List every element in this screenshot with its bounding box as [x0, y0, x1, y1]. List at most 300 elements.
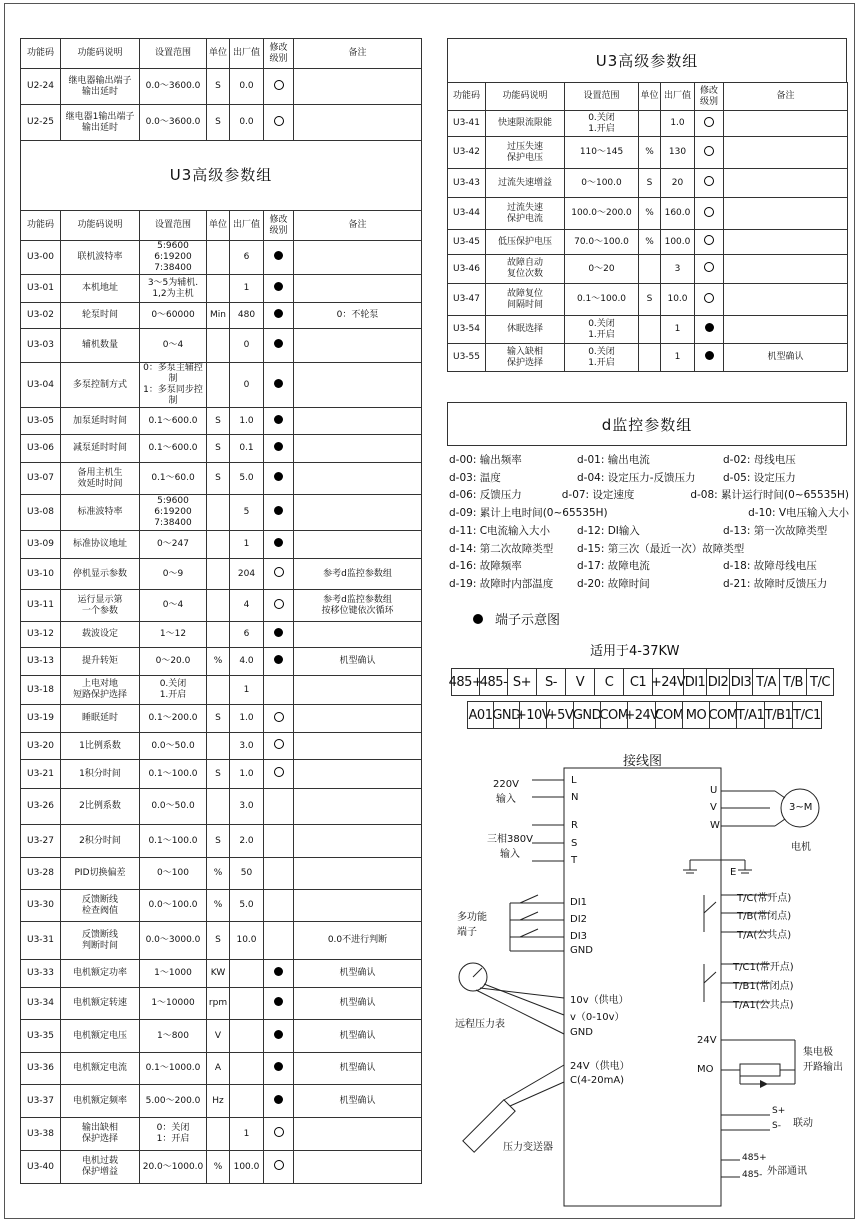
table-row — [21, 590, 422, 622]
cell-default: 1 — [230, 676, 264, 705]
cell-range: 0～4 — [140, 590, 207, 622]
cell-level — [264, 960, 294, 988]
cell-level — [264, 922, 294, 960]
cell-note — [294, 531, 422, 559]
open-circle-icon — [274, 739, 284, 749]
table-row — [448, 284, 848, 316]
table-row — [21, 922, 422, 960]
header-code: 功能码 — [21, 211, 61, 241]
table-row — [448, 316, 848, 344]
cell-level — [264, 858, 294, 890]
filled-dot-icon — [705, 351, 714, 360]
open-circle-icon — [704, 207, 714, 217]
cell-range: 0.1～100.0 — [140, 825, 207, 858]
cell-desc: 电机额定功率 — [61, 960, 140, 988]
cell-desc: 反馈断线 判断时间 — [61, 922, 140, 960]
drive-box — [564, 768, 721, 1206]
cell-level — [264, 69, 294, 105]
open-circle-icon — [274, 1160, 284, 1170]
filled-dot-icon — [274, 379, 283, 388]
cell-note — [724, 284, 848, 316]
monitor-item: d-03: 温度 — [449, 471, 501, 484]
cell-level — [695, 284, 724, 316]
label-ta: T/A(公共点) — [737, 930, 792, 941]
cell-unit — [207, 495, 230, 531]
cell-range: 0～20 — [565, 255, 639, 284]
cell-code: U3-42 — [448, 137, 486, 169]
header-default: 出厂值 — [230, 39, 264, 69]
terminal-cell: GND — [573, 701, 601, 729]
filled-dot-icon — [274, 442, 283, 451]
cell-code: U3-09 — [21, 531, 61, 559]
cell-unit — [207, 329, 230, 363]
table-row — [21, 559, 422, 590]
cell-unit: S — [207, 435, 230, 463]
open-circle-icon — [704, 262, 714, 272]
cell-level — [264, 303, 294, 329]
cell-range: 0.关闭 1.开启 — [565, 111, 639, 137]
cell-note — [724, 169, 848, 198]
label-s: S — [571, 838, 578, 849]
label-220v: 220V 输入 — [493, 779, 519, 805]
cell-level — [264, 1053, 294, 1085]
cell-unit — [207, 789, 230, 825]
table-header-row — [21, 211, 422, 241]
table-row — [21, 858, 422, 890]
cell-desc: 多泵控制方式 — [61, 363, 140, 408]
label-link: 联动 — [793, 1118, 813, 1129]
monitor-row — [449, 558, 849, 576]
cell-level — [264, 329, 294, 363]
cell-unit: S — [207, 105, 230, 141]
cell-unit — [207, 590, 230, 622]
table-row — [21, 960, 422, 988]
monitor-row — [449, 523, 849, 541]
filled-dot-icon — [274, 1062, 283, 1071]
cell-unit — [639, 111, 661, 137]
cell-default: 160.0 — [661, 198, 695, 230]
cell-code: U3-00 — [21, 241, 61, 275]
label-tb1: T/B1(常闭点) — [733, 981, 794, 992]
header-desc: 功能码说明 — [61, 211, 140, 241]
cell-note — [294, 105, 422, 141]
cell-unit: rpm — [207, 988, 230, 1020]
cell-note — [294, 1118, 422, 1151]
monitor-row — [449, 576, 849, 594]
open-circle-icon — [704, 146, 714, 156]
cell-level — [695, 344, 724, 372]
cell-unit: A — [207, 1053, 230, 1085]
cell-level — [264, 531, 294, 559]
cell-unit: % — [207, 648, 230, 676]
monitor-item: d-12: DI输入 — [577, 524, 640, 537]
cell-note: 机型确认 — [724, 344, 848, 372]
u3-right-title-box — [447, 38, 847, 83]
cell-default: 100.0 — [230, 1151, 264, 1184]
cell-range: 0.1～600.0 — [140, 408, 207, 435]
open-circle-icon — [274, 599, 284, 609]
terminal-cell: 485+ — [451, 668, 480, 696]
cell-code: U3-26 — [21, 789, 61, 825]
table-row — [448, 344, 848, 372]
header-range: 设置范围 — [140, 39, 207, 69]
table-row — [21, 531, 422, 559]
table-row — [21, 408, 422, 435]
cell-note — [294, 495, 422, 531]
table-row — [448, 230, 848, 255]
open-circle-icon — [704, 176, 714, 186]
cell-code: U3-40 — [21, 1151, 61, 1184]
left-parameter-table — [20, 38, 422, 1184]
terminal-title: 端子示意图 — [495, 613, 561, 628]
cell-default: 1.0 — [230, 705, 264, 733]
label-s-plus: S+ — [772, 1106, 786, 1116]
terminal-cell: V — [565, 668, 595, 696]
cell-note — [294, 275, 422, 303]
table-row — [21, 705, 422, 733]
cell-desc: 上电对地 短路保护选择 — [61, 676, 140, 705]
cell-default: 1.0 — [230, 408, 264, 435]
cell-desc: 电机额定频率 — [61, 1085, 140, 1118]
filled-dot-icon — [274, 1030, 283, 1039]
cell-unit: S — [639, 284, 661, 316]
cell-unit — [639, 316, 661, 344]
monitor-item: d-15: 第三次（最近一次）故障类型 — [577, 542, 745, 555]
cell-unit: S — [207, 69, 230, 105]
cell-note — [294, 241, 422, 275]
cell-desc: 反馈断线 检查阀值 — [61, 890, 140, 922]
cell-note — [724, 230, 848, 255]
open-circle-icon — [704, 117, 714, 127]
table-row — [21, 495, 422, 531]
cell-unit: Hz — [207, 1085, 230, 1118]
filled-dot-icon — [274, 628, 283, 637]
cell-default: 4.0 — [230, 648, 264, 676]
label-l: L — [571, 775, 577, 786]
cell-default — [230, 1053, 264, 1085]
open-circle-icon — [704, 293, 714, 303]
cell-unit — [207, 559, 230, 590]
cell-desc: 2比例系数 — [61, 789, 140, 825]
label-24v-supply: 24V（供电） — [570, 1061, 630, 1072]
table-row — [21, 825, 422, 858]
cell-level — [264, 789, 294, 825]
label-24v: 24V — [697, 1035, 717, 1046]
monitor-row — [449, 470, 849, 488]
label-380v: 三相380V 输入 — [487, 834, 533, 860]
label-motor: 3~M — [789, 802, 813, 813]
terminal-cell: +5V — [546, 701, 574, 729]
cell-default: 10.0 — [661, 284, 695, 316]
monitor-item — [644, 505, 748, 523]
table-row — [448, 198, 848, 230]
cell-note: 机型确认 — [294, 1020, 422, 1053]
cell-note — [294, 825, 422, 858]
cell-level — [264, 760, 294, 789]
table-row — [21, 1118, 422, 1151]
cell-code: U3-06 — [21, 435, 61, 463]
cell-unit — [207, 622, 230, 648]
cell-note — [294, 858, 422, 890]
table-row — [21, 789, 422, 825]
cell-unit: % — [639, 198, 661, 230]
cell-note: 0.0不进行判断 — [294, 922, 422, 960]
monitor-item: d-13: 第一次故障类型 — [723, 524, 828, 537]
terminal-cell: COM — [600, 701, 628, 729]
cell-range: 0.关闭 1.开启 — [140, 676, 207, 705]
cell-default: 1 — [661, 344, 695, 372]
cell-desc: 过压失速 保护电压 — [486, 137, 565, 169]
monitor-item: d-18: 故障母线电压 — [723, 560, 817, 573]
cell-range: 0～247 — [140, 531, 207, 559]
header-desc: 功能码说明 — [486, 83, 565, 111]
cell-range: 70.0～100.0 — [565, 230, 639, 255]
cell-level — [264, 408, 294, 435]
cell-desc: 输出缺相 保护选择 — [61, 1118, 140, 1151]
cell-level — [264, 825, 294, 858]
monitor-item: d-00: 输出频率 — [449, 454, 522, 466]
table-row — [21, 329, 422, 363]
label-n: N — [571, 792, 579, 803]
cell-level — [264, 275, 294, 303]
cell-level — [264, 495, 294, 531]
cell-code: U3-43 — [448, 169, 486, 198]
cell-code: U3-07 — [21, 463, 61, 495]
label-di2: DI2 — [570, 914, 588, 925]
cell-default: 6 — [230, 622, 264, 648]
monitor-item: d-01: 输出电流 — [577, 454, 650, 466]
cell-default: 480 — [230, 303, 264, 329]
cell-desc: 电机额定电流 — [61, 1053, 140, 1085]
cell-default: 0 — [230, 329, 264, 363]
cell-range: 0：关闭 1：开启 — [140, 1118, 207, 1151]
table-row — [21, 988, 422, 1020]
cell-note: 参考d监控参数组 按移位键依次循环 — [294, 590, 422, 622]
cell-note — [294, 1151, 422, 1184]
cell-note — [294, 676, 422, 705]
table-row — [448, 169, 848, 198]
cell-code: U3-27 — [21, 825, 61, 858]
header-level: 修改 级别 — [264, 211, 294, 241]
label-u: U — [710, 785, 718, 796]
table-row — [21, 105, 422, 141]
filled-dot-icon — [274, 655, 283, 664]
cell-unit: V — [207, 1020, 230, 1053]
terminal-cell: S+ — [507, 668, 537, 696]
filled-dot-icon — [274, 415, 283, 424]
filled-dot-icon — [705, 323, 714, 332]
cell-code: U3-44 — [448, 198, 486, 230]
cell-range: 0.1～200.0 — [140, 705, 207, 733]
cell-unit — [207, 275, 230, 303]
cell-code: U3-01 — [21, 275, 61, 303]
cell-default: 100.0 — [661, 230, 695, 255]
cell-code: U3-19 — [21, 705, 61, 733]
label-tb: T/B(常闭点) — [737, 911, 792, 922]
filled-dot-icon — [274, 967, 283, 976]
wiring-title: 接线图 — [623, 754, 663, 769]
cell-desc: 停机显示参数 — [61, 559, 140, 590]
cell-note: 机型确认 — [294, 648, 422, 676]
header-code: 功能码 — [21, 39, 61, 69]
monitor-row — [449, 487, 849, 505]
table-row — [21, 463, 422, 495]
cell-unit — [207, 241, 230, 275]
cell-default: 3 — [661, 255, 695, 284]
cell-level — [264, 435, 294, 463]
header-desc: 功能码说明 — [61, 39, 140, 69]
terminal-model: 适用于4-37KW — [590, 644, 680, 659]
cell-default: 5.0 — [230, 463, 264, 495]
cell-level — [695, 255, 724, 284]
diode-icon — [760, 1080, 768, 1088]
filled-dot-icon — [274, 472, 283, 481]
cell-note — [724, 198, 848, 230]
label-tc1: T/C1(常开点) — [733, 962, 794, 973]
cell-note — [294, 408, 422, 435]
cell-range: 0.1～600.0 — [140, 435, 207, 463]
filled-dot-icon — [274, 309, 283, 318]
cell-unit: S — [207, 922, 230, 960]
table-row — [21, 760, 422, 789]
cell-unit — [207, 1118, 230, 1151]
cell-range: 1～10000 — [140, 988, 207, 1020]
cell-range: 0.1～1000.0 — [140, 1053, 207, 1085]
cell-unit: Min — [207, 303, 230, 329]
cell-note — [294, 705, 422, 733]
monitor-item: d-10: V电压输入大小 — [748, 507, 849, 520]
header-level: 修改 级别 — [695, 83, 724, 111]
bullet-icon — [473, 614, 483, 624]
cell-range: 100.0～200.0 — [565, 198, 639, 230]
cell-note — [294, 760, 422, 789]
cell-level — [695, 198, 724, 230]
cell-range: 0～9 — [140, 559, 207, 590]
cell-range: 1～12 — [140, 622, 207, 648]
cell-code: U3-35 — [21, 1020, 61, 1053]
cell-default: 20 — [661, 169, 695, 198]
cell-note — [724, 137, 848, 169]
header-note: 备注 — [294, 211, 422, 241]
label-485-plus: 485+ — [742, 1153, 767, 1163]
label-0-10v: v（0-10v） — [570, 1012, 625, 1023]
cell-desc: PID切换偏差 — [61, 858, 140, 890]
cell-range: 1～1000 — [140, 960, 207, 988]
monitor-item: d-05: 设定压力 — [723, 471, 796, 484]
label-pressure-sensor: 压力变送器 — [503, 1142, 553, 1153]
cell-unit: % — [207, 890, 230, 922]
cell-desc: 2积分时间 — [61, 825, 140, 858]
cell-default: 0 — [230, 363, 264, 408]
cell-code: U3-12 — [21, 622, 61, 648]
monitor-row — [449, 452, 849, 470]
cell-level — [264, 676, 294, 705]
cell-desc: 减泵延时时间 — [61, 435, 140, 463]
cell-range: 5:9600 6:19200 7:38400 — [140, 495, 207, 531]
cell-range: 0.关闭 1.开启 — [565, 316, 639, 344]
cell-range: 0.0～3600.0 — [140, 105, 207, 141]
cell-unit: S — [639, 169, 661, 198]
cell-level — [695, 316, 724, 344]
header-default: 出厂值 — [661, 83, 695, 111]
label-t: T — [571, 855, 578, 866]
terminal-cell: T/B1 — [764, 701, 793, 729]
cell-unit: % — [207, 1151, 230, 1184]
cell-level — [264, 363, 294, 408]
terminal-cell: T/A1 — [736, 701, 765, 729]
open-circle-icon — [274, 712, 284, 722]
monitor-item: d-04: 设定压力-反馈压力 — [577, 471, 696, 484]
cell-unit — [639, 255, 661, 284]
label-c-4-20ma: C(4-20mA) — [570, 1075, 625, 1086]
cell-desc: 标准协议地址 — [61, 531, 140, 559]
cell-range: 0.0～100.0 — [140, 890, 207, 922]
terminal-cell: DI2 — [706, 668, 730, 696]
cell-level — [264, 648, 294, 676]
monitor-item: d-09: 累计上电时间(0~65535H) — [449, 507, 608, 520]
cell-level — [264, 1151, 294, 1184]
cell-desc: 1比例系数 — [61, 733, 140, 760]
cell-note: 机型确认 — [294, 988, 422, 1020]
monitor-item: d-07: 设定速度 — [561, 489, 635, 502]
cell-range: 0.关闭 1.开启 — [565, 344, 639, 372]
filled-dot-icon — [274, 997, 283, 1006]
terminal-cell: S- — [536, 668, 566, 696]
terminal-cell: GND — [493, 701, 520, 729]
cell-level — [264, 105, 294, 141]
cell-note — [724, 111, 848, 137]
table-row — [21, 1151, 422, 1184]
cell-default: 10.0 — [230, 922, 264, 960]
cell-desc: 继电器1输出端子 输出延时 — [61, 105, 140, 141]
open-circle-icon — [274, 116, 284, 126]
cell-code: U3-46 — [448, 255, 486, 284]
header-level: 修改 级别 — [264, 39, 294, 69]
cell-range: 3～5为辅机. 1,2为主机 — [140, 275, 207, 303]
filled-dot-icon — [274, 1095, 283, 1104]
terminal-cell: C — [594, 668, 624, 696]
header-range: 设置范围 — [140, 211, 207, 241]
table-row — [21, 676, 422, 705]
terminal-cell: +10V — [519, 701, 547, 729]
label-remote-gauge: 远程压力表 — [455, 1019, 505, 1030]
cell-default: 1.0 — [661, 111, 695, 137]
monitor-row — [449, 541, 849, 559]
cell-default: 1 — [230, 275, 264, 303]
cell-desc: 故障复位 间隔时间 — [486, 284, 565, 316]
cell-range: 0～100.0 — [565, 169, 639, 198]
monitor-item: d-02: 母线电压 — [723, 454, 796, 466]
cell-desc: 快速限流限能 — [486, 111, 565, 137]
cell-unit — [207, 733, 230, 760]
header-range: 设置范围 — [565, 83, 639, 111]
table-row — [21, 1053, 422, 1085]
label-10v: 10v（供电） — [570, 995, 629, 1006]
cell-level — [264, 1085, 294, 1118]
cell-note — [294, 622, 422, 648]
cell-default: 130 — [661, 137, 695, 169]
header-note: 备注 — [294, 39, 422, 69]
monitor-item: d-19: 故障时内部温度 — [449, 577, 554, 590]
cell-level — [695, 137, 724, 169]
cell-note — [294, 463, 422, 495]
cell-default: 204 — [230, 559, 264, 590]
cell-range: 0.0～3600.0 — [140, 69, 207, 105]
cell-desc: 休眠选择 — [486, 316, 565, 344]
cell-level — [264, 890, 294, 922]
table-row — [21, 303, 422, 329]
cell-note: 机型确认 — [294, 960, 422, 988]
